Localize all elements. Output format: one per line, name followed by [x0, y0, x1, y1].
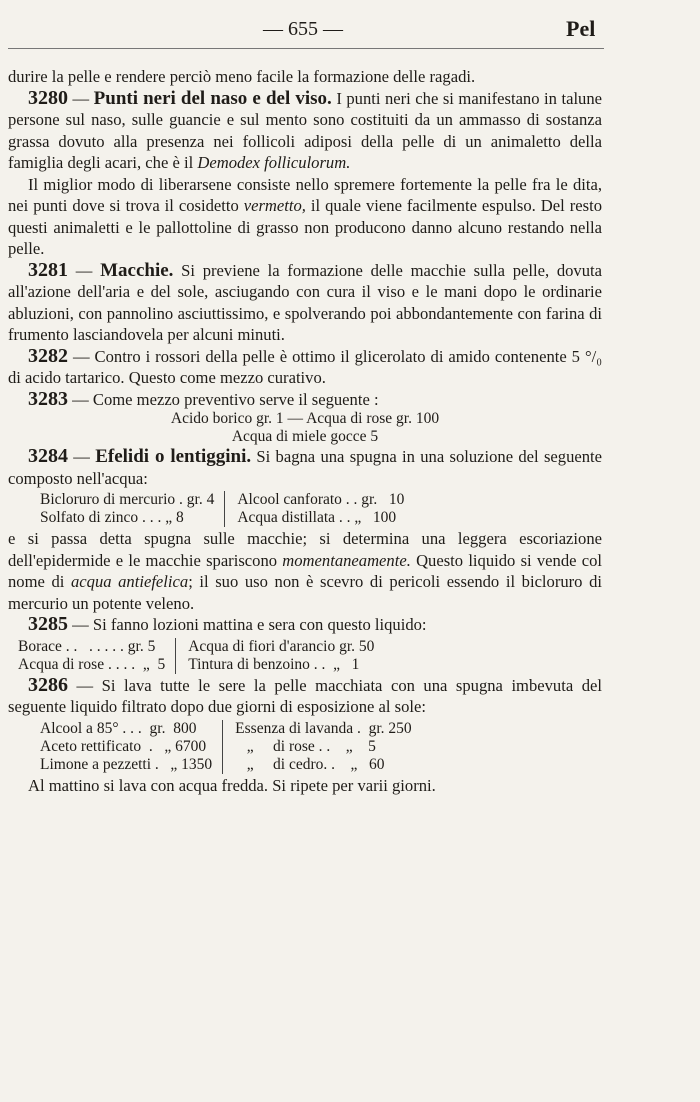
- text: il quale viene facilmente espulso. Del resto questi animaletti e le pallottoline di grasso non producono danno alcuno restando nella pelle.: [8, 196, 602, 258]
- recipe-row: Alcool a 85° . . . gr. 800: [40, 719, 197, 737]
- entry-text: — Si lava tutte le sere la pelle macchiata con una spugna imbevuta del seguente liquido filtrato dopo due giorni di esposizione al sole:: [8, 675, 602, 716]
- entry-3284: [8, 446, 602, 489]
- recipe-column: [222, 720, 411, 774]
- italic-term: acqua antiefelica: [70, 572, 189, 591]
- recipe-table: [8, 638, 602, 674]
- text: ; il suo uso non è scevro di pericoli essendo il bicloruro di mercurio un potente veleno.: [8, 572, 602, 613]
- recipe-column: [224, 491, 404, 527]
- text: e si passa detta spugna sulle macchie; si determina una leggera escoriazione dell'epidermide e le macchie spariscono: [8, 529, 602, 570]
- entry-number: 3285: [28, 613, 68, 635]
- paragraph: Al mattino si lava con acqua fredda. Si ripete per varii giorni.: [28, 775, 436, 795]
- entry-text: Si previene la formazione delle macchie sulla pelle, dovuta all'azione dell'aria e del sole, asciugando con cura il viso e le mani dopo le ordinarie abluzioni, con pannolino asciuttissimo, e spolverando poi abbondantemente con farina di frumento lasciandovela per alcuni minuti.: [8, 260, 602, 344]
- entry-number: 3286: [28, 673, 68, 696]
- running-header: [8, 0, 602, 41]
- entry-3282: [8, 346, 602, 389]
- page-number: — 655 —: [263, 18, 343, 40]
- entry-number: 3282: [28, 344, 68, 367]
- entry-number: 3283: [28, 387, 68, 410]
- running-head-word: Pel: [566, 16, 596, 41]
- recipe-row: „ di cedro. . „ 60: [235, 755, 385, 773]
- header-rule: [8, 48, 604, 49]
- entry-text: — Si fanno lozioni mattina e sera con questo liquido:: [68, 615, 427, 634]
- entry-text: Si bagna una spugna in una soluzione del seguente composto nell'acqua:: [8, 447, 603, 488]
- recipe-row: Solfato di zinco . . . „ 8: [40, 509, 184, 526]
- entry-text: — Come mezzo preventivo serve il seguente :: [68, 389, 379, 409]
- dash: —: [68, 260, 101, 280]
- italic-term: Demodex folliculorum.: [197, 153, 351, 172]
- entry-text: — Contro i rossori della pelle è ottimo il glicerolato di amido contenente 5 °/₀ di acido tartarico. Questo come mezzo curativo.: [8, 346, 602, 387]
- recipe-row: Aceto rettificato . „ 6700: [40, 737, 207, 755]
- recipe-table: [8, 491, 602, 527]
- recipe-row: Acqua distillata . . „ 100: [237, 509, 397, 526]
- recipe-row: „ di rose . . „ 5: [235, 737, 376, 755]
- recipe-row: Essenza di lavanda . gr. 250: [235, 719, 412, 737]
- italic-term: momentaneamente.: [282, 550, 411, 570]
- recipe-row: Alcool canforato . . gr. 10: [237, 491, 405, 508]
- dash: —: [68, 88, 94, 108]
- recipe-line: Acqua di miele gocce 5: [231, 428, 379, 445]
- recipe-line: Acido borico gr. 1 — Acqua di rose gr. 100: [170, 410, 440, 427]
- recipe-row: Tintura di benzoino . . „ 1: [188, 655, 360, 673]
- paragraph: [8, 174, 602, 260]
- entry-heading: Punti neri del naso e del viso.: [93, 87, 332, 109]
- entry-heading: Efelidi o lentiggini.: [95, 446, 252, 467]
- entry-3281: [8, 260, 602, 346]
- text: Questo liquido si vende col nome di: [8, 550, 603, 591]
- paragraph-continued: durire la pelle e rendere perciò meno facile la formazione delle ragadi.: [8, 67, 476, 86]
- entry-heading: Macchie.: [100, 259, 174, 281]
- entry-3285: [8, 614, 602, 636]
- recipe-column: [8, 720, 212, 774]
- entry-3280: [8, 88, 602, 174]
- recipe-column: [8, 491, 214, 527]
- recipe-row: Acqua di rose . . . . „ 5: [18, 655, 166, 673]
- recipe-column: [175, 638, 374, 674]
- dash: —: [68, 447, 96, 466]
- page-body: [8, 66, 602, 796]
- recipe-table: [8, 720, 602, 774]
- entry-3286: [8, 675, 602, 718]
- entry-text: I punti neri che si manifestano in talune persone sul naso, sulle guancie e sul mento sono costituiti da un ammasso di sostanza grassa dovuto alla presenza nei follicoli adiposi della pelle di un animaletto della famiglia degli acari, che è il: [8, 88, 603, 172]
- page: [8, 0, 603, 795]
- recipe-row: Limone a pezzetti . „ 1350: [40, 755, 213, 773]
- text: Il miglior modo di liberarsene consiste nello spremere fortemente la pelle fra le dita, nei punti dove si trova il cosidetto: [8, 174, 602, 215]
- recipe-row: Bicloruro di mercurio . gr. 4: [40, 491, 215, 508]
- paragraph: [8, 528, 602, 614]
- recipe-row: Acqua di fiori d'arancio gr. 50: [188, 637, 375, 655]
- italic-term: vermetto,: [243, 196, 306, 215]
- entry-number: 3280: [28, 86, 68, 109]
- recipe-column: [8, 638, 165, 674]
- entry-number: 3284: [28, 445, 68, 467]
- recipe-row: Borace . . . . . . . gr. 5: [18, 637, 156, 655]
- entry-number: 3281: [28, 258, 68, 281]
- entry-3283: [8, 389, 602, 411]
